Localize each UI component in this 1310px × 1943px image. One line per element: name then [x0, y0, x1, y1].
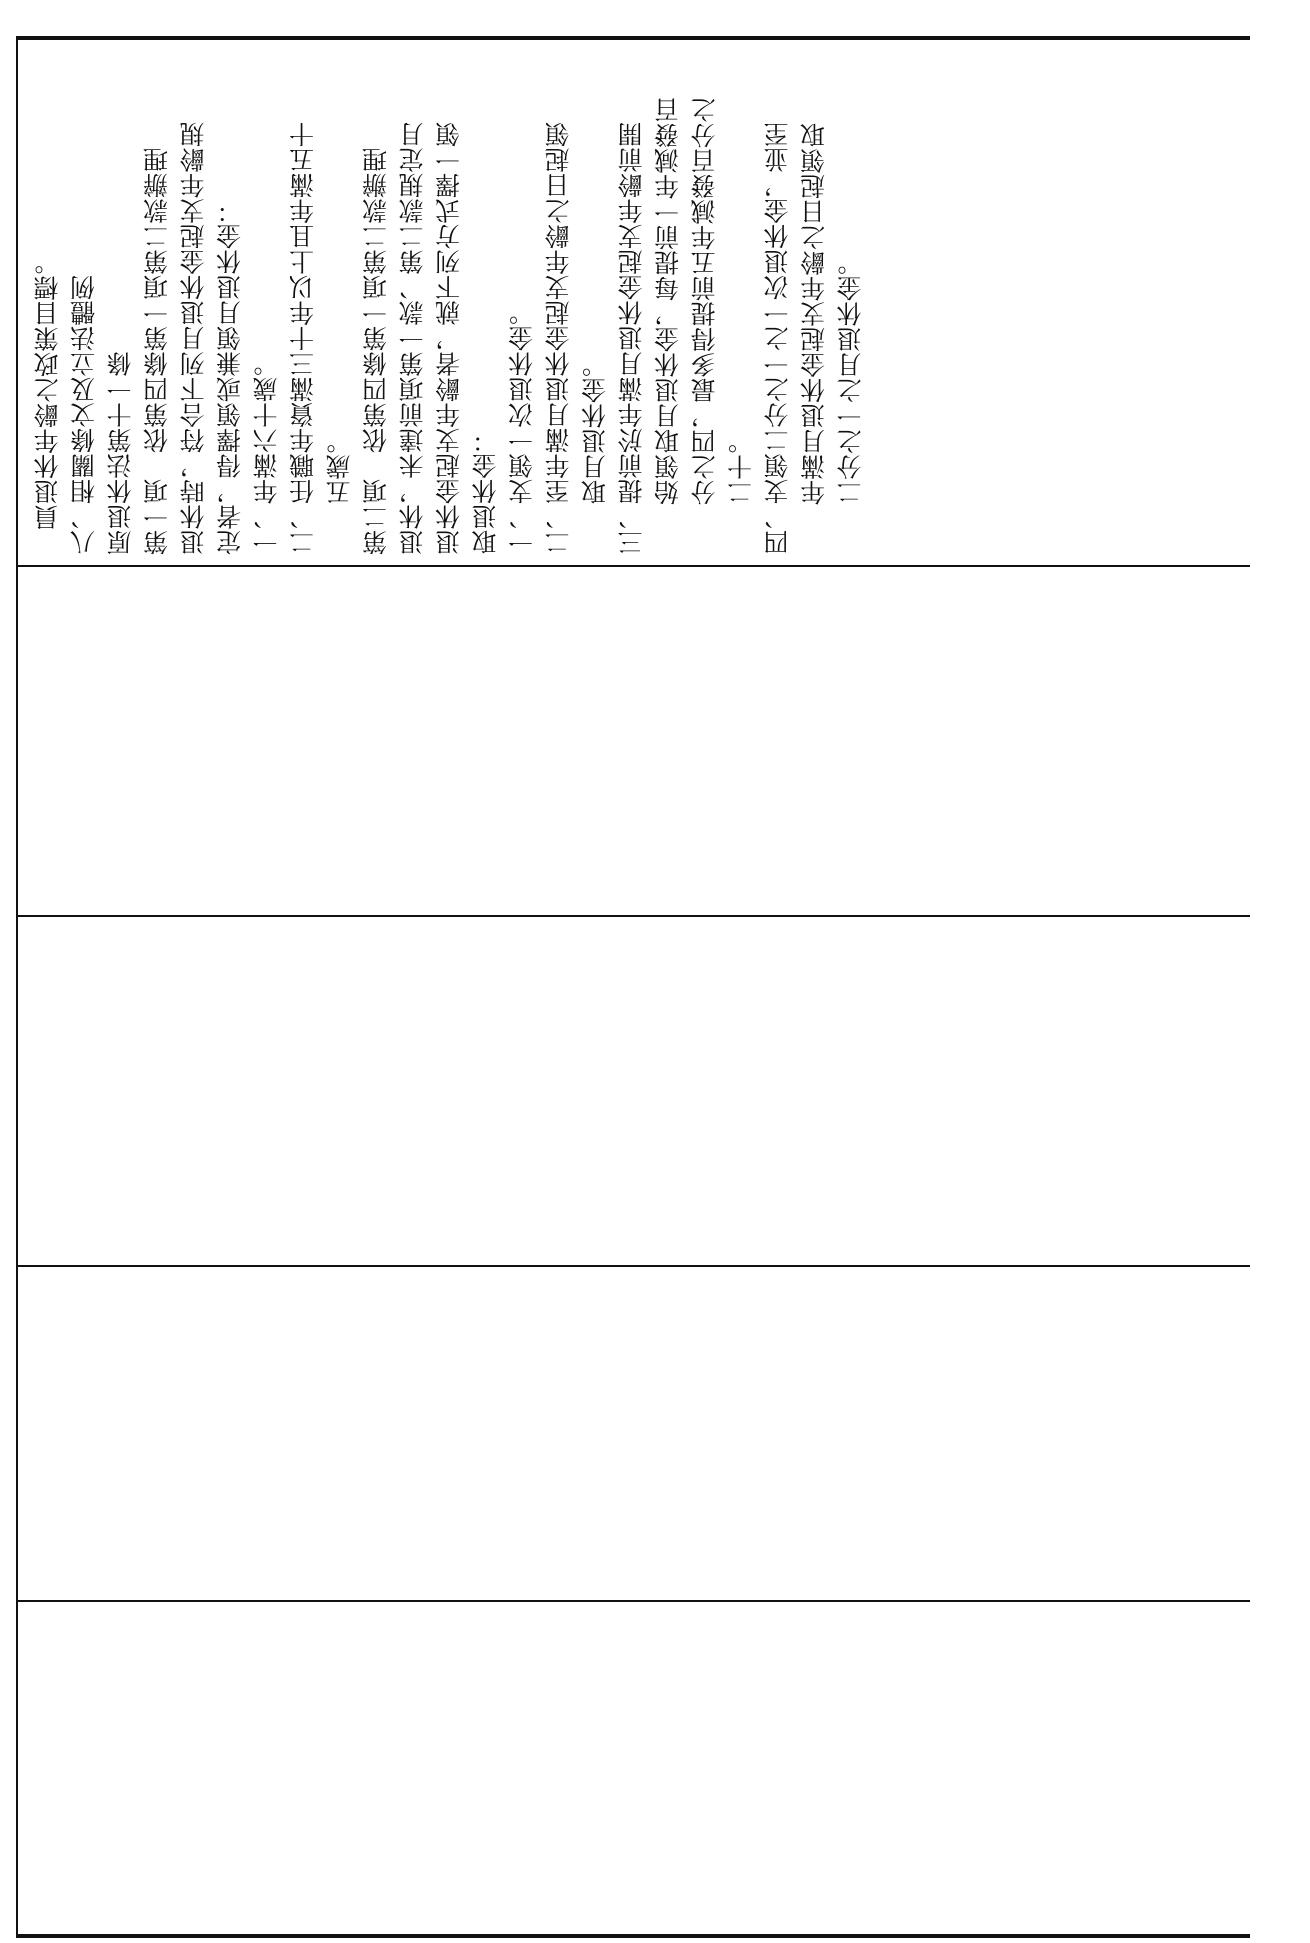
text-line: 退休，未達前項第一款、第二款規定月	[398, 121, 427, 555]
text-line: 年滿月退休金起支年齡之日起領取	[799, 122, 829, 505]
text-line: 退休金起支年齡者，就下列方式擇一領	[434, 121, 464, 555]
table-row	[18, 565, 1250, 915]
text-line: 二、任職年資滿三十年以上且年滿五十	[288, 121, 318, 555]
text-line: 取退休金：	[471, 427, 500, 555]
text-line: 取月退休金。	[580, 352, 610, 505]
table-row	[18, 40, 1250, 565]
text-line: 二十。	[726, 428, 756, 505]
vertical-text-block	[30, 52, 1240, 555]
text-line: 分之四，最多得提前五年減發百分之	[690, 97, 719, 505]
table-row	[18, 915, 1250, 1265]
text-line: 定者，得擇領或兼領月退休金：	[215, 198, 245, 555]
text-line: 五歲。	[325, 428, 354, 505]
table-frame	[16, 36, 1250, 1938]
table-row	[18, 1600, 1250, 1938]
text-line: 四、支領二分之一之一次退休金，並至	[763, 121, 792, 555]
text-line: 二、至年滿月退休金起支年齡之日起領	[544, 121, 573, 555]
text-line: 第一項 依第四條第一項第二款辦理	[142, 147, 172, 555]
text-line: 三、提前於年滿月退休金起支年齡前開	[617, 121, 646, 555]
text-line: 一、支領一次退休金。	[507, 300, 537, 555]
text-line: 二分之一之月退休金。	[836, 250, 865, 505]
table-row	[18, 1265, 1250, 1600]
text-line: 始領取月退休金，每提前一年減發百	[653, 97, 683, 505]
text-line: 第二項 依第四條第一項第二款辦理	[361, 147, 391, 555]
text-line: 退休時，符合下列月退休金起支年齡規	[179, 121, 208, 555]
text-line: 一、年滿六十歲。	[252, 351, 281, 555]
text-line: 員退休年齡之政策目標。	[33, 249, 62, 530]
text-line: 八、相關條文及立法體例	[69, 274, 99, 555]
text-line: 原退休法第十一條	[106, 351, 135, 555]
